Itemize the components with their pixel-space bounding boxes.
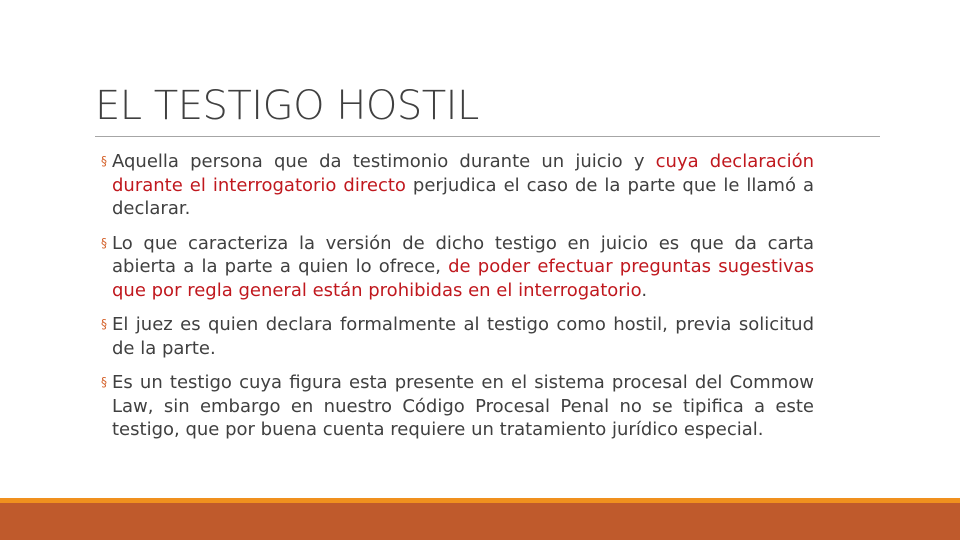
bullet-text-tail: perjudica el caso de la parte que le llamó a declarar.	[112, 174, 814, 219]
bullet-list	[101, 150, 814, 442]
bullet-text: Lo que caracteriza la versión de dicho testigo en juicio es que da carta abierta a la parte a quien lo ofrece,	[112, 232, 814, 277]
bullet-highlight-text: de poder efectuar preguntas sugestivas que por regla general están prohibidas en el interrogatorio	[112, 256, 814, 301]
bullet-marker-icon: §	[101, 154, 107, 168]
bullet-text: El juez es quien declara formalmente al testigo como hostil, previa solicitud de la parte.	[112, 314, 814, 359]
bullet-marker-icon: §	[101, 235, 107, 250]
bullet-item	[101, 313, 814, 360]
title-divider	[95, 136, 880, 137]
bullet-marker-icon: §	[101, 317, 107, 331]
bullet-text-tail: .	[641, 279, 648, 301]
bullet-item	[101, 150, 814, 221]
footer-bar	[0, 503, 960, 540]
bullet-item	[101, 232, 814, 303]
bullet-text: Aquella persona que da testimonio durante un juicio y	[112, 151, 656, 172]
bullet-item	[101, 371, 814, 442]
bullet-text: Es un testigo cuya figura esta presente en el sistema procesal del Commow Law, sin embargo en nuestro Código Procesal Penal no se tipifica a este testigo, que por buena cuenta requiere un tratamiento jurídico especial.	[112, 372, 814, 440]
slide-title: EL TESTIGO HOSTIL	[95, 83, 479, 129]
bullet-highlight-text: cuya declaración durante el interrogatorio directo	[112, 151, 814, 196]
bullet-marker-icon: §	[101, 375, 107, 389]
